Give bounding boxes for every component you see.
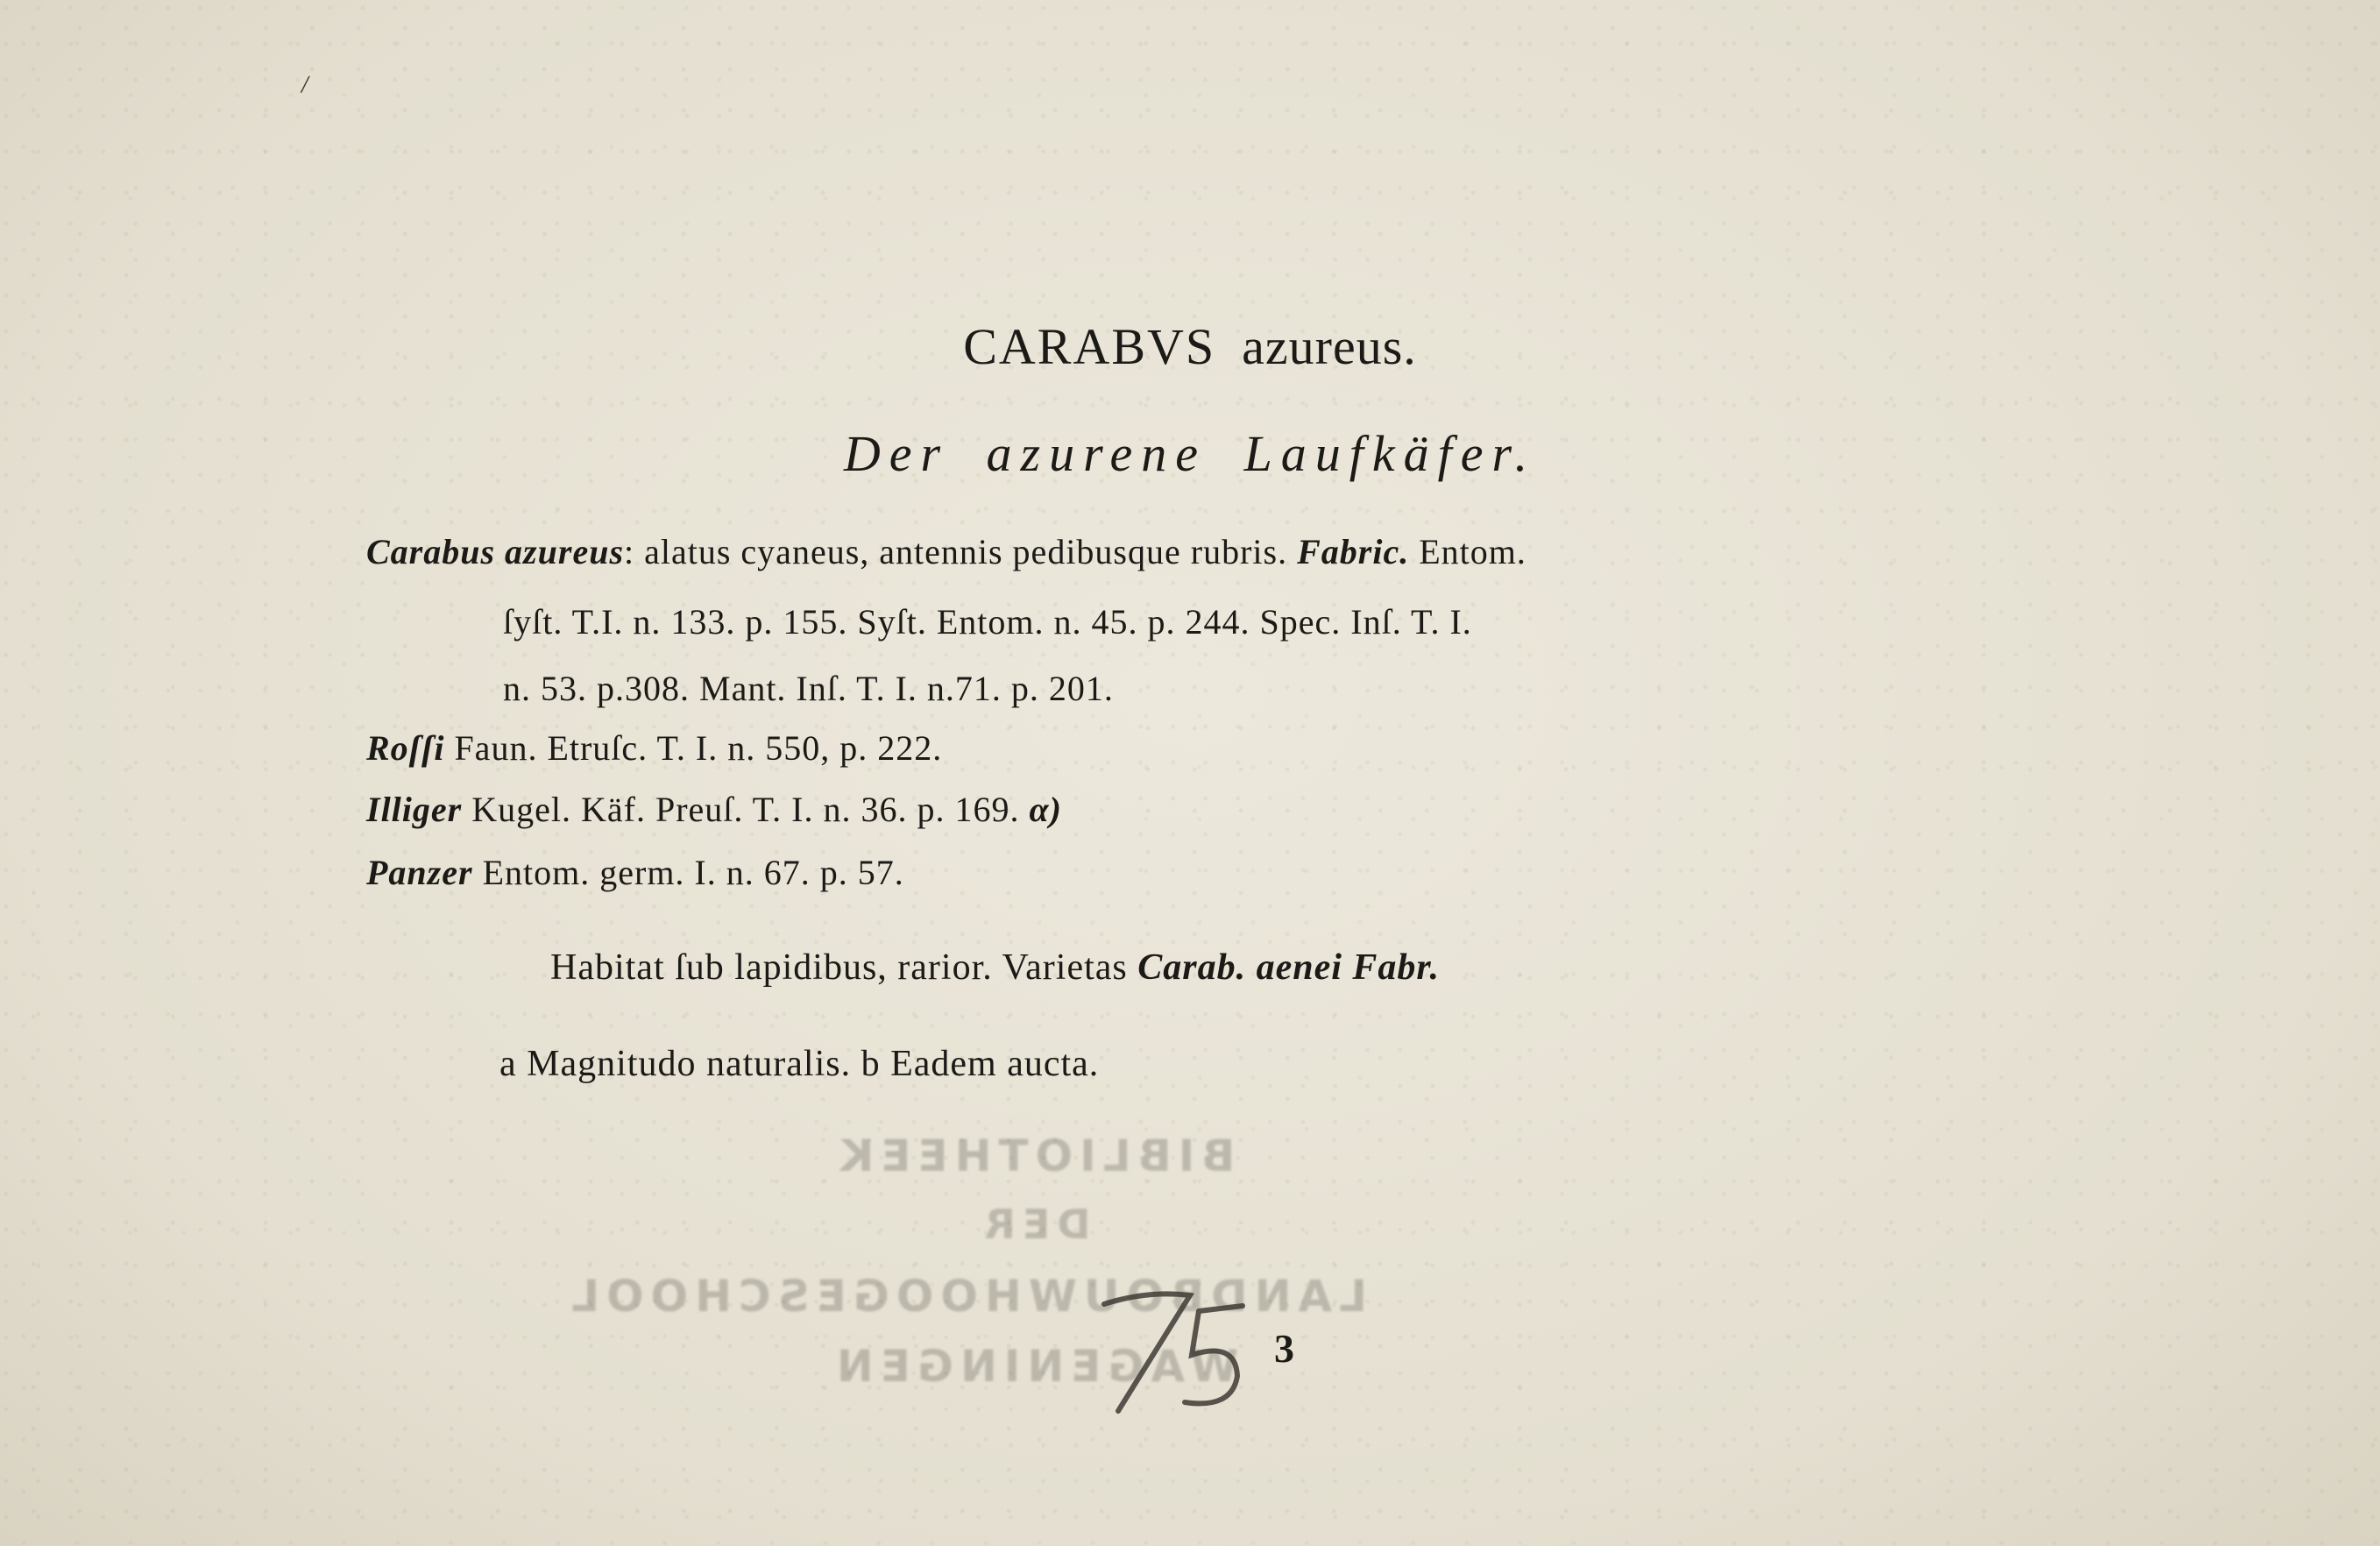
habitat-note: Habitat ſub lapidibus, rarior. Varietas Carab. aenei Fabr. (550, 947, 1440, 988)
reference-author: Panzer (366, 853, 473, 892)
reference-fabricius: Carabus azureus: alatus cyaneus, antennis pedibusque rubris. Fabric. Entom. (366, 532, 1526, 571)
corner-mark: / (299, 69, 311, 100)
footnote-mark: α) (1029, 790, 1062, 829)
reference-author: Fabric. (1297, 532, 1410, 571)
title-species: azureus. (1242, 318, 1417, 375)
title-genus: CARABVS (963, 318, 1216, 375)
stamp-line: WAGENINGEN (829, 1341, 1239, 1392)
reference-illiger: Illiger Kugel. Käf. Preuſ. T. I. n. 36. p. 169. α) (366, 790, 1062, 829)
page-title (0, 317, 2380, 376)
reference-author: Roſſi (366, 728, 445, 768)
reference-fabricius-line2: ſyſt. T.I. n. 133. p. 155. Syſt. Entom. n. 45. p. 244. Spec. Inſ. T. I. (503, 602, 1472, 642)
reference-name: Carabus azureus (366, 532, 625, 571)
reference-author: Illiger (366, 790, 463, 829)
reference-panzer: Panzer Entom. germ. I. n. 67. p. 57. (366, 853, 904, 892)
stamp-line: LANDBOUWHOOGESCHOOL (564, 1271, 1367, 1322)
habitat-variety: Carab. aenei Fabr. (1137, 947, 1440, 988)
handwritten-number (1087, 1271, 1271, 1420)
stamp-line: BIBLIOTHEEK (832, 1131, 1236, 1181)
reference-rossi: Roſſi Faun. Etruſc. T. I. n. 550, p. 222. (366, 728, 943, 768)
page-number: 3 (1274, 1326, 1294, 1371)
page-subtitle: Der azurene Laufkäfer. (843, 425, 1537, 482)
stamp-line: DER (977, 1201, 1091, 1248)
reference-fabricius-line3: n. 53. p.308. Mant. Inſ. T. I. n.71. p. 201. (503, 669, 1114, 708)
magnitude-legend: a Magnitudo naturalis. b Eadem aucta. (499, 1044, 1100, 1084)
